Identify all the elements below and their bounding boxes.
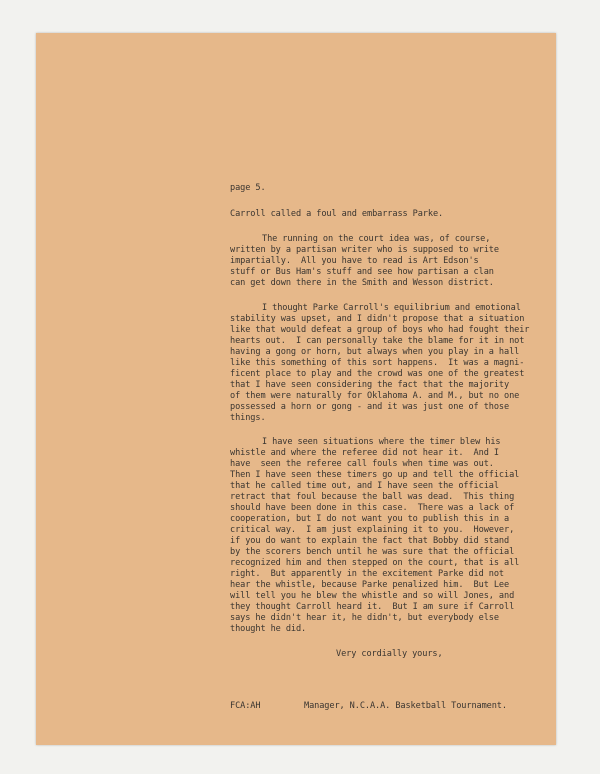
paragraph-line: retract that foul because the ball was dead. This thing (230, 492, 515, 502)
paragraph-line: The running on the court idea was, of course, (262, 234, 491, 244)
paragraph-line: if you do want to explain the fact that Bobby did stand (230, 536, 510, 546)
paragraph-line: impartially. All you have to read is Art Edson's (230, 256, 479, 266)
paragraph-line: critical way. I am just explaining it to you. However, (230, 525, 515, 535)
paragraph-line: I thought Parke Carroll's equilibrium and emotional (262, 303, 521, 313)
paragraph-line: that he called time out, and I have seen the official (230, 481, 499, 491)
paragraph-line: can get down there in the Smith and Wesson district. (230, 278, 494, 288)
paragraph-line: stability was upset, and I didn't propose that a situation (230, 314, 525, 324)
paragraph-line: stuff or Bus Ham's stuff and see how partisan a clan (230, 267, 494, 277)
paragraph-line: they thought Carroll heard it. But I am sure if Carroll (230, 602, 515, 612)
opening-line: Carroll called a foul and embarrass Parke. (230, 209, 444, 219)
paragraph-line: should have been done in this case. There was a lack of (230, 503, 515, 513)
paragraph-line: that I have seen considering the fact that the majority (230, 380, 510, 390)
paragraph-line: right. But apparently in the excitement Parke did not (230, 569, 504, 579)
paragraph-line: Then I have seen these timers go up and tell the official (230, 470, 520, 480)
paragraph-line: have seen the referee call fouls when time was out. (230, 459, 494, 469)
paragraph-line: cooperation, but I do not want you to publish this in a (230, 514, 510, 524)
paragraph-line: will tell you he blew the whistle and so will Jones, and (230, 591, 515, 601)
paragraph-line: hear the whistle, because Parke penalized him. But Lee (230, 580, 510, 590)
paragraph-line: says he didn't hear it, he didn't, but everybody else (230, 613, 499, 623)
closing: Very cordially yours, (336, 649, 443, 659)
paragraph-line: of them were naturally for Oklahoma A. and M., but no one (230, 391, 520, 401)
typist-initials: FCA:AH (230, 701, 261, 711)
signature-title: Manager, N.C.A.A. Basketball Tournament. (304, 701, 507, 711)
paragraph-line: written by a partisan writer who is supposed to write (230, 245, 499, 255)
paragraph-line: like this something of this sort happens. It was a magni- (230, 358, 525, 368)
paragraph-line: whistle and where the referee did not hear it. And I (230, 448, 499, 458)
paragraph-line: by the scorers bench until he was sure that the official (230, 547, 515, 557)
letter-page (36, 33, 556, 745)
paragraph-line: like that would defeat a group of boys who had fought their (230, 325, 530, 335)
paragraph-line: thought he did. (230, 624, 307, 634)
paragraph-line: ficent place to play and the crowd was one of the greatest (230, 369, 525, 379)
paragraph-line: possessed a horn or gong - and it was just one of those (230, 402, 510, 412)
paragraph-line: having a gong or horn, but always when you play in a hall (230, 347, 520, 357)
paragraph-line: I have seen situations where the timer blew his (262, 437, 501, 447)
page-number: page 5. (230, 183, 266, 193)
paragraph-line: things. (230, 413, 266, 423)
paragraph-line: hearts out. I can personally take the blame for it in not (230, 336, 525, 346)
paragraph-line: recognized him and then stepped on the court, that is all (230, 558, 520, 568)
